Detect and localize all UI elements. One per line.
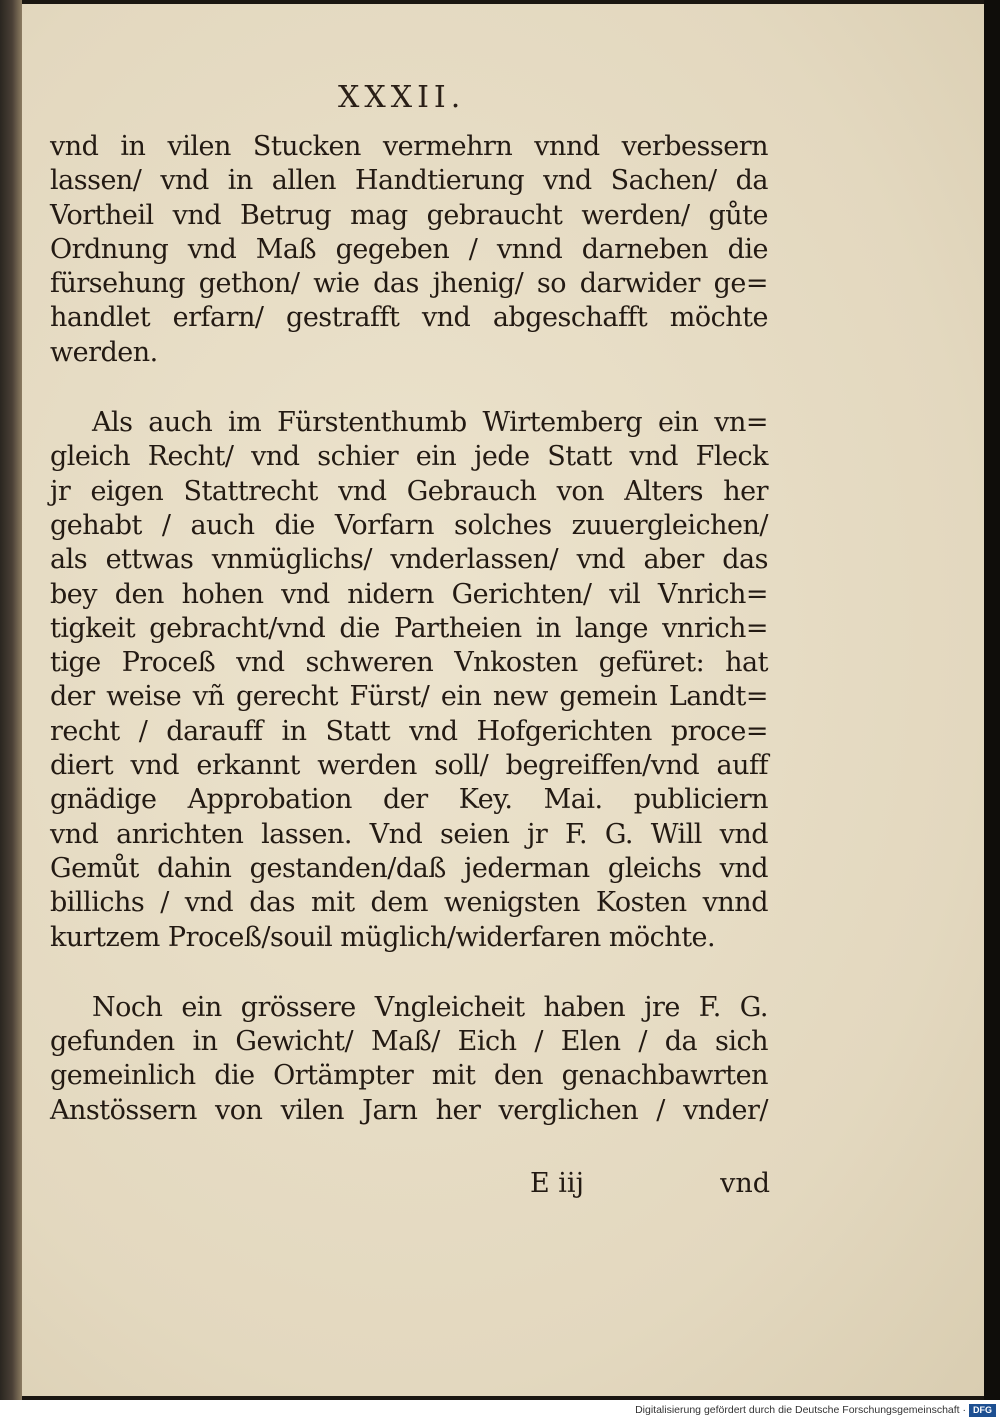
text-line: gefunden in Gewicht/ Maß/ Eich / Elen / da sich	[50, 1026, 768, 1058]
page-edge-left	[0, 0, 22, 1400]
text-line: werden.	[50, 336, 158, 368]
text-line: Als auch im Fürstenthumb Wirtemberg ein vn=	[92, 407, 768, 439]
text-line: Gemůt dahin gestanden/daß jederman gleichs vnd	[50, 852, 768, 884]
text-line: lassen/ vnd in allen Handtierung vnd Sachen/ da	[50, 165, 768, 197]
paragraph-1	[50, 130, 768, 370]
text-line: als ettwas vnmüglichs/ vnderlassen/ vnd aber das	[50, 544, 768, 576]
page-edge-right	[984, 0, 1000, 1400]
text-line: handlet erfarn/ gestrafft vnd abgeschafft möchte	[50, 302, 768, 334]
text-line: gleich Recht/ vnd schier ein jede Statt vnd Fleck	[50, 441, 768, 473]
text-line: der weise vñ gerecht Fürst/ ein new gemein Landt=	[50, 681, 768, 713]
text-line: kurtzem Proceß/souil müglich/widerfaren möchte.	[50, 921, 716, 953]
text-line: gemeinlich die Ortämpter mit den genachbawrten	[50, 1060, 768, 1092]
text-line: diert vnd erkannt werden soll/ begreiffen/vnd auff	[50, 750, 768, 782]
text-line: vnd in vilen Stucken vermehrn vnnd verbessern	[50, 131, 768, 162]
catchline	[520, 1168, 770, 1204]
text-line: Noch ein grössere Vngleicheit haben jre F. G.	[92, 991, 768, 1023]
text-line: recht / darauff in Statt vnd Hofgerichten proce=	[50, 715, 768, 747]
text-line: tige Proceß vnd schweren Vnkosten gefüret: hat	[50, 647, 768, 679]
text-line: fürsehung gethon/ wie das jhenig/ so darwider ge=	[50, 268, 768, 300]
funding-credit: Digitalisierung gefördert durch die Deutsche Forschungsgemeinschaft ·	[635, 1404, 966, 1416]
text-line: Anstössern von vilen Jarn her verglichen / vnder/	[50, 1094, 768, 1126]
text-line: bey den hohen vnd nidern Gerichten/ vil Vnrich=	[50, 578, 768, 610]
paragraph-gap	[50, 370, 768, 406]
text-line: Ordnung vnd Maß gegeben / vnnd darneben die	[50, 233, 768, 265]
text-line: gnädige Approbation der Key. Mai. publiciern	[50, 784, 768, 816]
text-line: jr eigen Stattrecht vnd Gebrauch von Alters her	[50, 475, 768, 507]
text-line: tigkeit gebracht/vnd die Partheien in lange vnrich=	[50, 612, 768, 644]
paragraph-2	[50, 406, 768, 955]
text-line: billichs / vnd das mit dem wenigsten Kosten vnnd	[50, 887, 768, 919]
text-line: Vortheil vnd Betrug mag gebraucht werden/ gůte	[50, 199, 768, 231]
signature-mark: E iij	[530, 1168, 584, 1199]
text-line: vnd anrichten lassen. Vnd seien jr F. G. Will vnd	[50, 818, 768, 850]
folio-number: XXXII.	[338, 80, 466, 115]
paragraph-3	[50, 991, 768, 1128]
dfg-logo: DFG	[969, 1404, 996, 1417]
text-line: gehabt / auch die Vorfarn solches zuuergleichen/	[50, 509, 768, 541]
paragraph-gap	[50, 955, 768, 991]
text-block	[50, 130, 768, 1128]
catchword: vnd	[720, 1168, 770, 1199]
